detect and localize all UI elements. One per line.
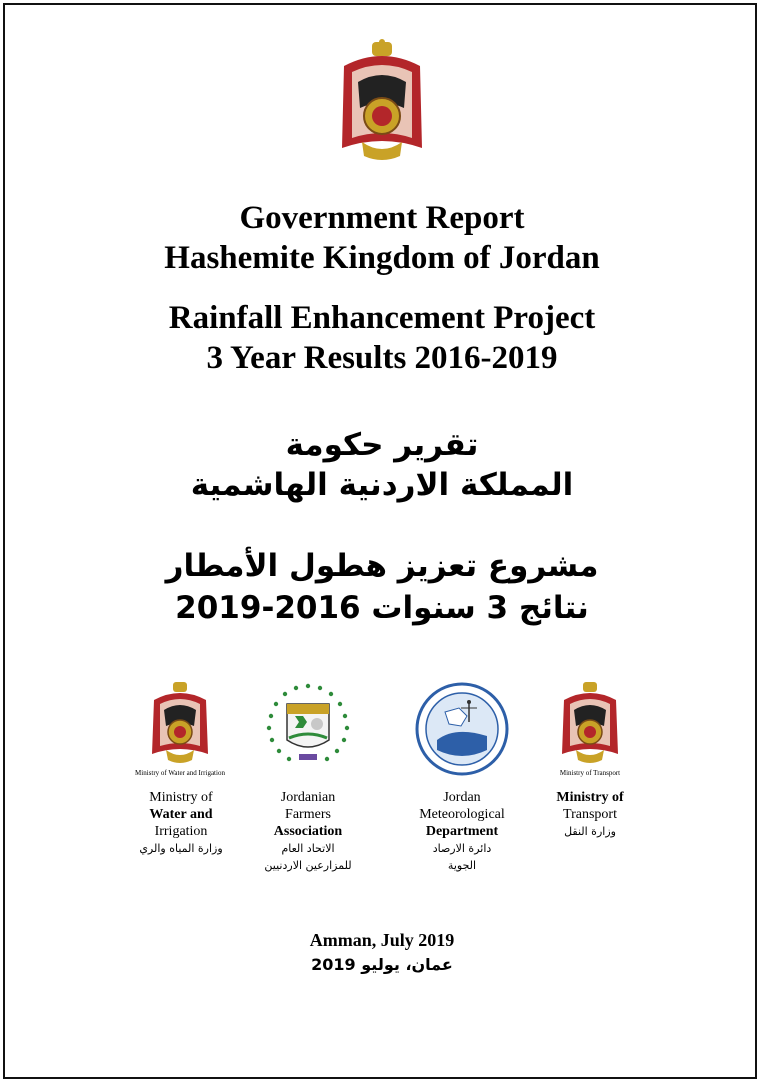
transport-ministry-crest-icon	[558, 680, 622, 766]
org-name-line: Jordan	[443, 790, 481, 805]
meteorological-department-logo-icon	[415, 682, 509, 776]
title-english-lower	[0, 298, 764, 378]
title-english-upper	[0, 198, 764, 278]
org-meteorological-department	[392, 789, 532, 874]
title-arabic-upper	[0, 425, 764, 505]
org-name-line: Water and	[149, 807, 213, 822]
footer-place-date: Amman, July 2019	[309, 930, 455, 950]
org-name-arabic: الجوية	[447, 859, 477, 872]
org-name-line: Jordanian	[280, 790, 336, 805]
org-name-line: Association	[273, 824, 343, 839]
results-title-arabic: نتائج 3 سنوات 2016-2019	[175, 590, 589, 626]
org-name-arabic: دائرة الارصاد	[432, 842, 492, 855]
farmers-association-logo-icon	[265, 682, 351, 768]
org-water-irrigation	[111, 789, 251, 857]
org-name-arabic: وزارة النقل	[564, 825, 616, 838]
report-title-arabic: تقرير حكومة	[285, 427, 479, 463]
org-name-line: Irrigation	[154, 824, 208, 839]
org-name-arabic: الاتحاد العام	[281, 842, 335, 855]
kingdom-title: Hashemite Kingdom of Jordan	[164, 240, 600, 276]
project-title-arabic: مشروع تعزيز هطول الأمطار	[165, 548, 599, 584]
footer-place-date-arabic: عمان، يوليو 2019	[311, 955, 453, 974]
org-name-line: Department	[425, 824, 499, 839]
report-title: Government Report	[239, 200, 525, 236]
transport-ministry-crest-caption: Ministry of Transport	[559, 769, 621, 777]
org-name-line: Meteorological	[419, 807, 505, 822]
org-name-arabic: للمزارعين الاردنيين	[264, 859, 352, 872]
org-name-line: Ministry of	[556, 790, 624, 805]
org-name-arabic: وزارة المياه والري	[139, 842, 223, 855]
org-name-line: Ministry of	[149, 790, 213, 805]
water-ministry-crest-caption: Ministry of Water and Irrigation	[135, 769, 225, 777]
jordan-coat-of-arms-icon	[334, 38, 430, 166]
title-arabic-lower	[0, 545, 764, 629]
water-ministry-crest-icon	[148, 680, 212, 766]
results-title: 3 Year Results 2016-2019	[206, 340, 558, 376]
kingdom-title-arabic: المملكة الاردنية الهاشمية	[190, 467, 574, 503]
org-name-line: Farmers	[285, 807, 331, 822]
project-title: Rainfall Enhancement Project	[168, 300, 596, 336]
org-name-line: Transport	[563, 807, 617, 822]
org-farmers-association	[238, 789, 378, 874]
org-transport	[520, 789, 660, 840]
